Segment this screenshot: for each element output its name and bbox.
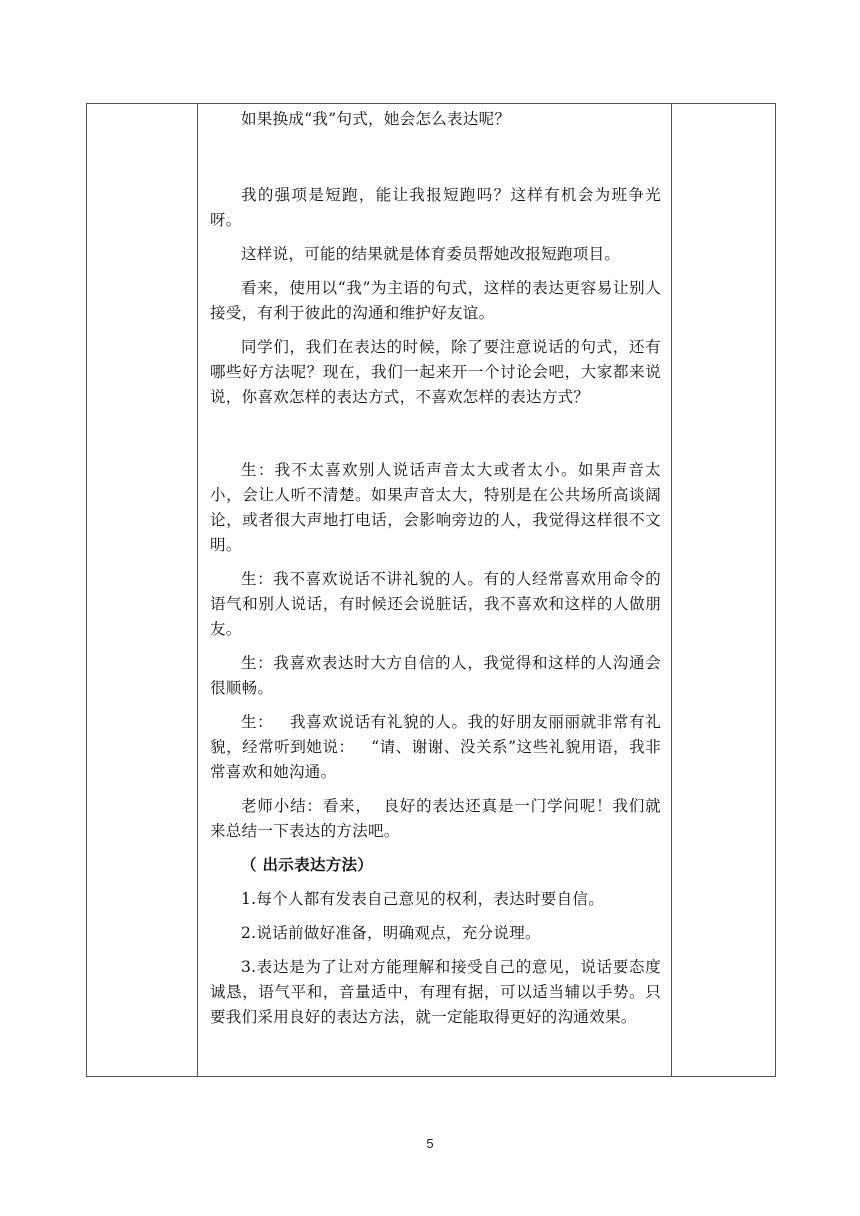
list-item: 2.说话前做好准备，明确观点，充分说理。 [241,924,541,942]
paragraph: 生：我不太喜欢别人说话声音太大或者太小。如果声音太小，会让人听不清楚。如果声音太大，特别是在公共场所高谈阔论，或者很大声地打电话，会影响旁边的人，我觉得这样很不文明。 [210,461,661,554]
paragraph: 生：我喜欢表达时大方自信的人，我觉得和这样的人沟通会很顺畅。 [210,654,661,697]
paragraph: 看来，使用以“我”为主语的句式，这样的表达更容易让别人接受，有利于彼此的沟通和维护好友谊。 [210,279,661,322]
paragraph: 生：我不喜欢说话不讲礼貌的人。有的人经常喜欢用命令的语气和别人说话，有时候还会说脏话，我不喜欢和这样的人做朋友。 [210,570,661,638]
left-column-cell [87,104,198,1077]
paragraph: 同学们，我们在表达的时候，除了要注意说话的句式，还有哪些好方法呢？现在，我们一起来开一个讨论会吧，大家都来说说，你喜欢怎样的表达方式，不喜欢怎样的表达方式？ [210,338,661,406]
paragraph: 这样说，可能的结果就是体育委员帮她改报短跑项目。 [241,245,621,263]
right-column-cell [672,104,776,1077]
page-number: 5 [426,1136,434,1151]
lesson-plan-table [86,103,776,1077]
paragraph: 老师小结：看来， 良好的表达还真是一门学问呢！我们就来总结一下表达的方法吧。 [210,797,661,840]
paragraph: 如果换成“我”句式，她会怎么表达呢？ [241,110,511,128]
paragraph: 生： 我喜欢说话有礼貌的人。我的好朋友丽丽就非常有礼貌，经常听到她说： “请、谢谢、没关系”这些礼貌用语，我非常喜欢和她沟通。 [210,713,661,781]
paragraph: 我的强项是短跑，能让我报短跑吗？这样有机会为班争光呀。 [210,186,661,229]
content-cell [198,104,672,1077]
list-item: 3.表达是为了让对方能理解和接受自己的意见，说话要态度诚恳，语气平和，音量适中，有理有据，可以适当辅以手势。只要我们采用良好的表达方法，就一定能取得更好的沟通效果。 [210,958,661,1026]
content-text [198,107,671,1030]
list-item: 1.每个人都有发表自己意见的权利，表达时要自信。 [241,890,604,908]
table-row [87,104,776,1077]
section-heading: （ 出示表达方法） [241,856,374,874]
